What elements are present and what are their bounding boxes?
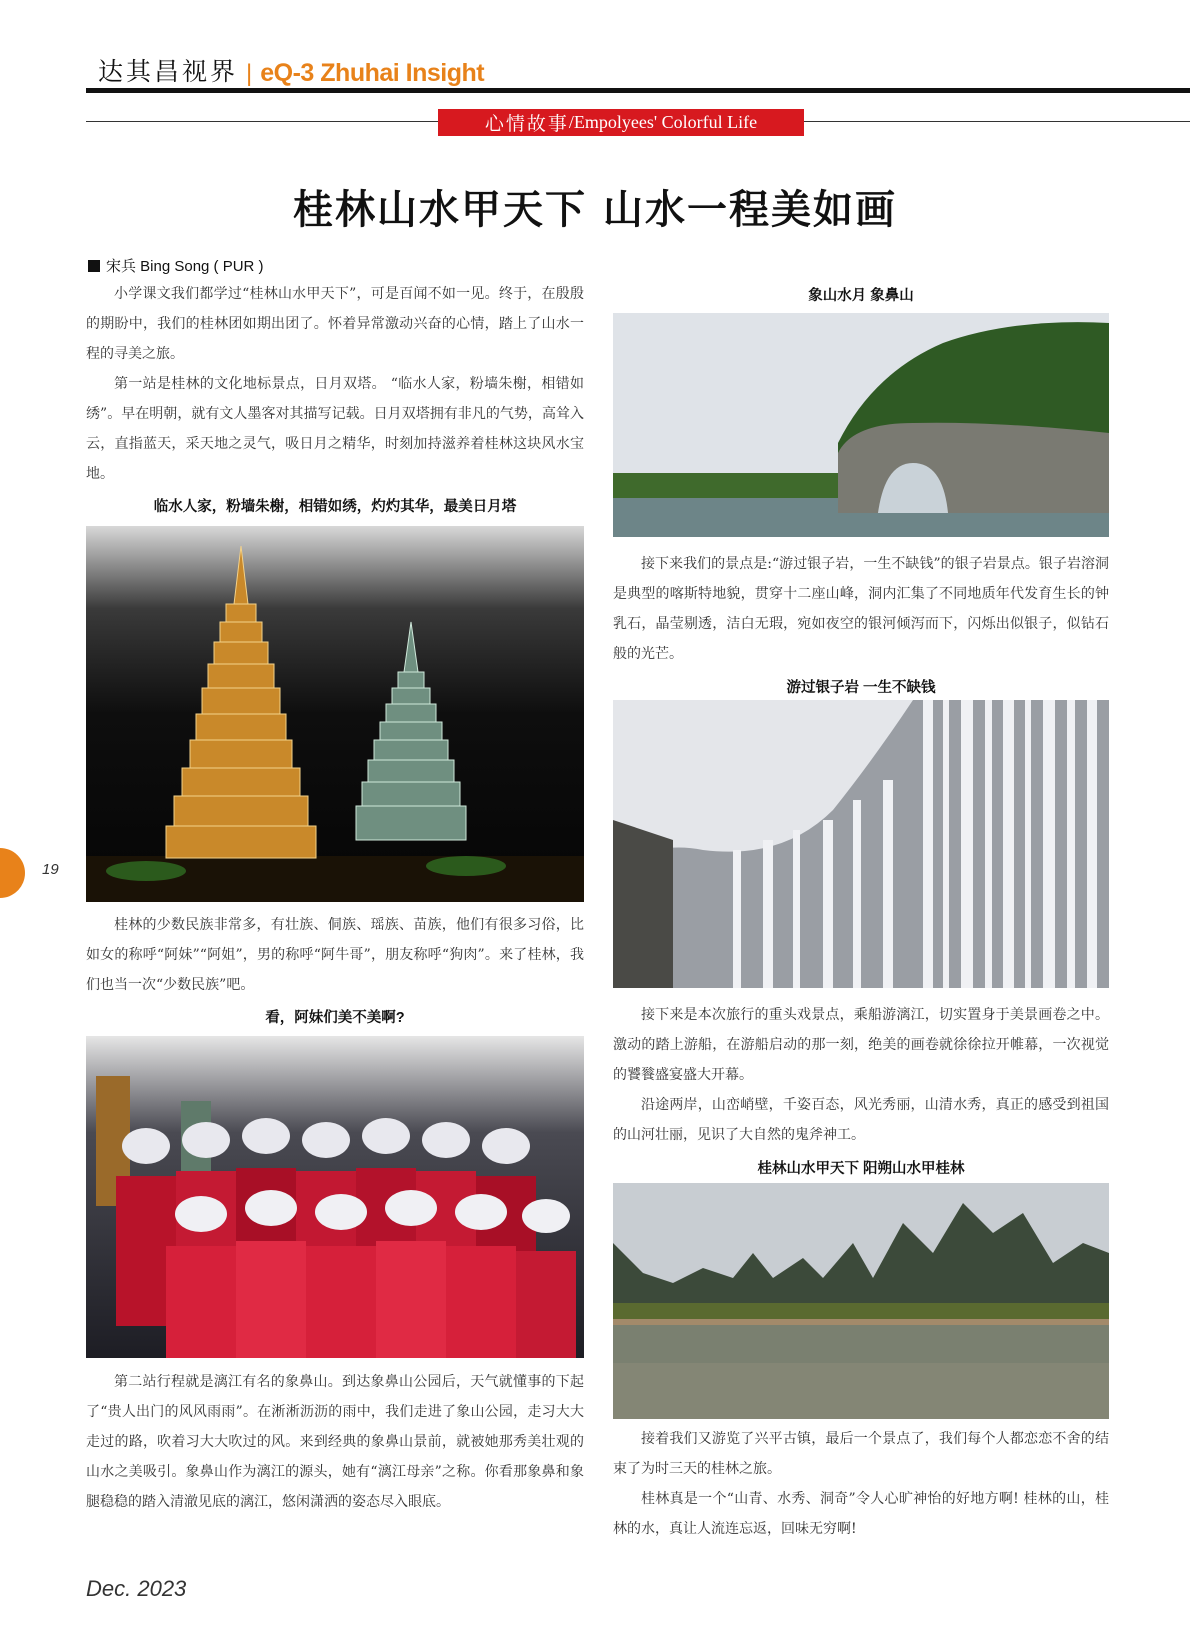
left-paragraph-2: 第一站是桂林的文化地标景点，日月双塔。 “临水人家，粉墙朱榭，相错如绣”。早在明朝，就有文人墨客对其描写记载。日月双塔拥有非凡的气势，高耸入云，直指蓝天，采天地之灵气，吸日月之精华，时刻加持滋养着桂林这块风水宝地。: [86, 376, 584, 482]
author-name: 宋兵 Bing Song ( PUR ): [106, 258, 264, 275]
section-tag-english: /Empolyees' Colorful Life: [568, 112, 758, 132]
li-river-illustration: [613, 1183, 1109, 1419]
byline-square-icon: [88, 260, 100, 272]
brand-separator: |: [246, 60, 253, 87]
brand-name-chinese: 达其昌视界: [98, 57, 239, 86]
left-caption-1: 临水人家，粉墙朱榭，相错如绣，灼灼其华，最美日月塔: [153, 499, 517, 515]
right-caption-2: 游过银子岩 一生不缺钱: [786, 680, 936, 696]
article-title: 桂林山水甲天下 山水一程美如画: [293, 186, 897, 233]
silver-cave-illustration: [613, 700, 1109, 988]
silver-cave-photo: [613, 700, 1109, 988]
right-paragraph-4: 接着我们又游览了兴平古镇，最后一个景点了，我们每个人都恋恋不舍的结束了为时三天的桂林之旅。: [613, 1431, 1109, 1477]
pagodas-illustration: [86, 526, 584, 902]
left-paragraph-4: 第二站行程就是漓江有名的象鼻山。到达象鼻山公园后，天气就懂事的下起了“贵人出门的风风雨雨”。在淅淅沥沥的雨中，我们走进了象山公园，走习大大走过的路，吹着习大大吹过的风。来到经典的象鼻山景前，就被她那秀美壮观的山水之美吸引。象鼻山作为漓江的源头，她有“漓江母亲”之称。你看那象鼻和象腿稳稳的踏入清澈见底的漓江，悠闲潇洒的姿态尽入眼底。: [86, 1374, 584, 1510]
section-tag-chinese: 心情故事: [484, 113, 569, 135]
elephant-trunk-hill-photo: [613, 313, 1109, 537]
right-caption-1: 象山水月 象鼻山: [808, 288, 914, 304]
elephant-trunk-hill-illustration: [613, 313, 1109, 537]
page-number: 19: [42, 861, 59, 878]
right-paragraph-1: 接下来我们的景点是:“游过银子岩，一生不缺钱”的银子岩景点。银子岩溶洞是典型的喀斯特地貌，贯穿十二座山峰，洞内汇集了不同地质年代发育生长的钟乳石，晶莹剔透，洁白无瑕，宛如夜空的银河倾泻而下，闪烁出似银子，似钻石般的光芒。: [613, 556, 1109, 662]
left-caption-2: 看，阿妹们美不美啊?: [265, 1010, 405, 1026]
right-paragraph-2: 接下来是本次旅行的重头戏景点，乘船游漓江，切实置身于美景画卷之中。激动的踏上游船，在游船启动的那一刻，绝美的画卷就徐徐拉开帷幕，一次视觉的饕餮盛宴盛大开幕。: [613, 1007, 1109, 1083]
header-rule: [86, 88, 1190, 93]
sun-moon-pagodas-photo: [86, 526, 584, 902]
right-paragraph-5: 桂林真是一个“山青、水秀、洞奇”令人心旷神怡的好地方啊! 桂林的山，桂林的水，真让人流连忘返，回味无穷啊!: [613, 1491, 1109, 1537]
minority-girls-photo: [86, 1036, 584, 1358]
left-paragraph-3: 桂林的少数民族非常多，有壮族、侗族、瑶族、苗族，他们有很多习俗，比如女的称呼“阿妹”“阿姐”，男的称呼“阿牛哥”，朋友称呼“狗肉”。来了桂林，我们也当一次“少数民族”吧。: [86, 917, 584, 993]
page-tab-marker: [0, 848, 25, 898]
right-paragraph-3: 沿途两岸，山峦峭壁，千姿百态，风光秀丽，山清水秀，真正的感受到祖国的山河壮丽，见识了大自然的鬼斧神工。: [613, 1097, 1109, 1143]
section-tag: [438, 109, 804, 136]
brand-name-english: eQ-3 Zhuhai Insight: [260, 59, 485, 87]
author-byline: [88, 255, 264, 276]
minority-girls-illustration: [86, 1036, 584, 1358]
li-river-photo: [613, 1183, 1109, 1419]
issue-date: Dec. 2023: [86, 1576, 187, 1601]
left-paragraph-1: 小学课文我们都学过“桂林山水甲天下”，可是百闻不如一见。终于，在殷殷的期盼中，我们的桂林团如期出团了。怀着异常激动兴奋的心情，踏上了山水一程的寻美之旅。: [86, 286, 584, 362]
magazine-header: [98, 48, 484, 88]
right-caption-3: 桂林山水甲天下 阳朔山水甲桂林: [757, 1161, 965, 1177]
